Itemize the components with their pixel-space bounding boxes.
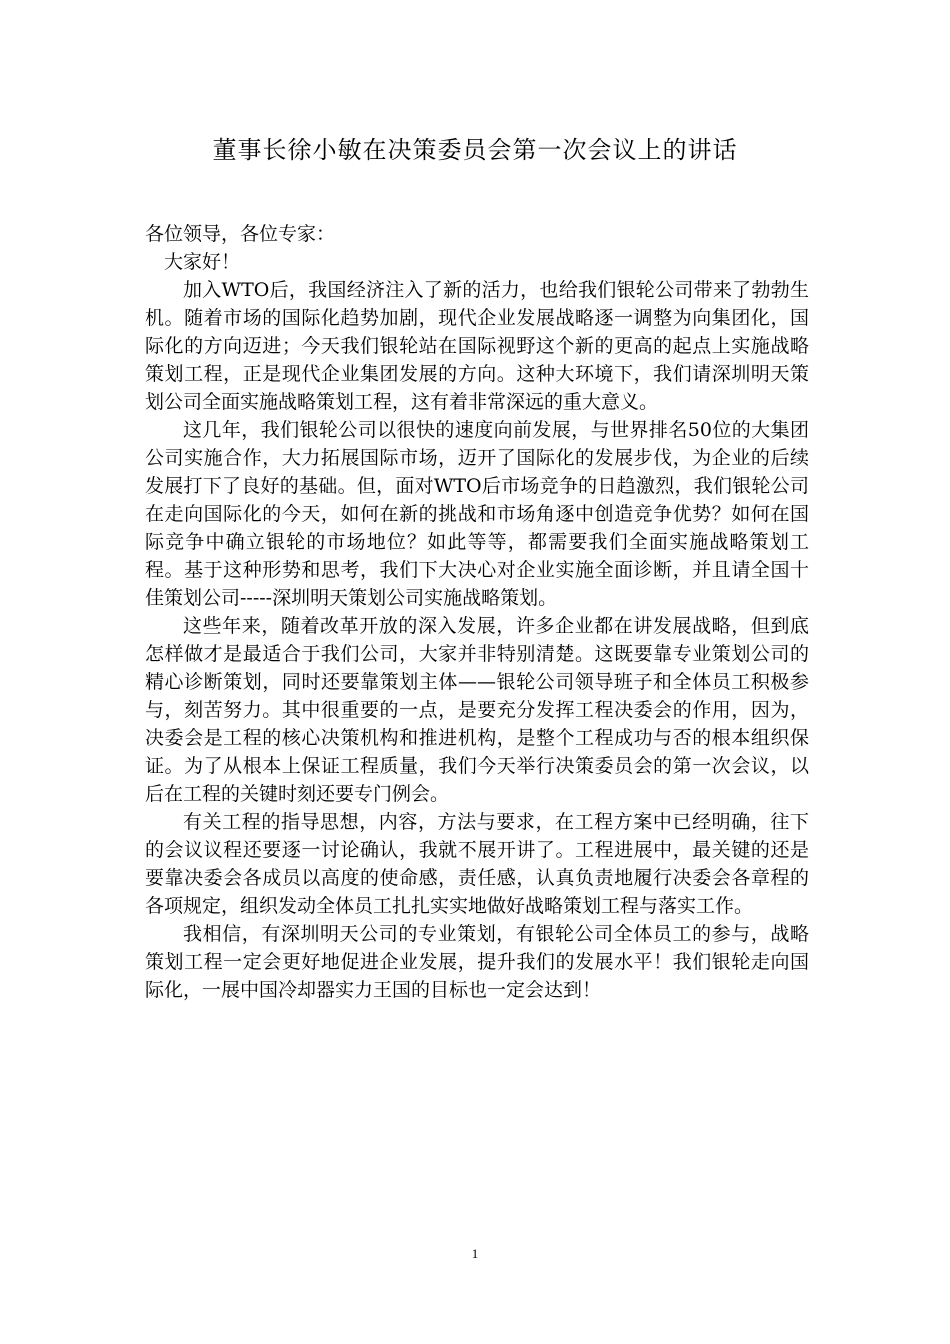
body-paragraph: 加入WTO后，我国经济注入了新的活力，也给我们银轮公司带来了勃勃生机。随着市场的国际化趋势加剧，现代企业发展战略逐一调整为向集团化，国际化的方向迈进；今天我们银轮站在国际视野这个新的更高的起点上实施战略策划工程，正是现代企业集团发展的方向。这种大环境下，我们请深圳明天策划公司全面实施战略策划工程，这有着非常深远的重大意义。 — [145, 279, 809, 413]
salutation: 各位领导，各位专家： — [145, 223, 336, 245]
page-title: 董事长徐小敏在决策委员会第一次会议上的讲话 — [212, 136, 738, 164]
greeting: 大家好！ — [164, 251, 241, 273]
body-paragraph: 我相信，有深圳明天公司的专业策划，有银轮公司全体员工的参与，战略策划工程一定会更好地促进企业发展，提升我们的发展水平！我们银轮走向国际化，一展中国冷却器实力王国的目标也一定会达到！ — [145, 923, 809, 1001]
body-paragraph: 这几年，我们银轮公司以很快的速度向前发展，与世界排名50位的大集团公司实施合作，大力拓展国际市场，迈开了国际化的发展步伐，为企业的后续发展打下了良好的基础。但，面对WTO后市场竞争的日趋激烈，我们银轮公司在走向国际化的今天，如何在新的挑战和市场角逐中创造竞争优势？如何在国际竞争中确立银轮的市场地位？如此等等，都需要我们全面实施战略策划工程。基于这种形势和思考，我们下大决心对企业实施全面诊断，并且请全国十佳策划公司-----深圳明天策划公司实施战略策划。 — [145, 419, 809, 609]
body-paragraph: 这些年来，随着改革开放的深入发展，许多企业都在讲发展战略，但到底怎样做才是最适合于我们公司，大家并非特别清楚。这既要靠专业策划公司的精心诊断策划，同时还要靠策划主体——银轮公司领导班子和全体员工积极参与，刻苦努力。其中很重要的一点，是要充分发挥工程决委会的作用，因为，决委会是工程的核心决策机构和推进机构，是整个工程成功与否的根本组织保证。为了从根本上保证工程质量，我们今天举行决策委员会的第一次会议，以后在工程的关键时刻还要专门例会。 — [145, 615, 809, 805]
body-paragraph: 有关工程的指导思想，内容，方法与要求，在工程方案中已经明确，往下的会议议程还要逐一讨论确认，我就不展开讲了。工程进展中，最关键的还是要靠决委会各成员以高度的使命感，责任感，认真负责地履行决委会各章程的各项规定，组织发动全体员工扎扎实实地做好战略策划工程与落实工作。 — [145, 811, 809, 917]
page-number: 1 — [471, 1246, 479, 1261]
document-body — [145, 220, 809, 1004]
